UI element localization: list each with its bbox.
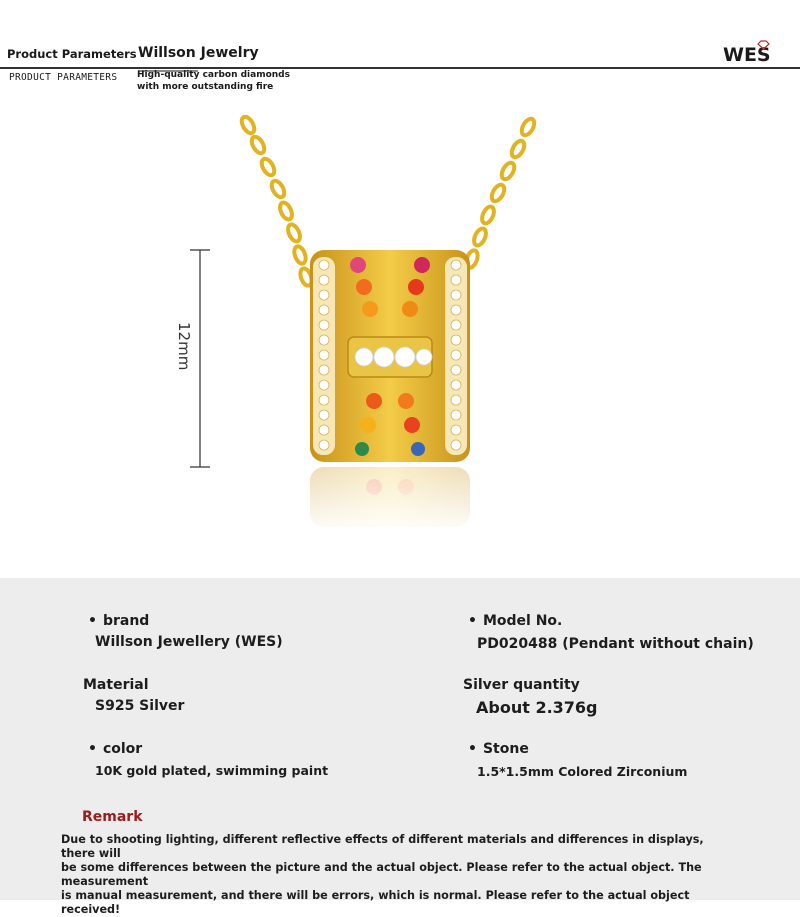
material-value: S925 Silver — [95, 698, 185, 714]
product-parameters-label: Product Parameters — [7, 47, 137, 61]
tagline — [137, 69, 290, 93]
model-value: PD020488 (Pendant without chain) — [477, 636, 754, 652]
product-parameters-upper: PRODUCT PARAMETERS — [9, 72, 118, 83]
brand-value: Willson Jewellery (WES) — [95, 634, 283, 650]
silver-quantity-value: About 2.376g — [476, 698, 598, 717]
remark-line-3: is manual measurement, and there will be errors, which is normal. Please refer to the actual object received! — [61, 889, 690, 916]
tagline-line-1: High-quality carbon diamonds — [137, 70, 290, 80]
color-label: • color — [88, 741, 142, 757]
material-label: Material — [83, 677, 149, 693]
pendant — [310, 250, 470, 462]
remark-line-1: Due to shooting lighting, different reflective effects of different materials and differences in displays, there will — [61, 833, 704, 860]
remark-title: Remark — [82, 809, 143, 825]
dimension-label: 12mm — [175, 322, 193, 371]
header-divider — [0, 67, 800, 69]
dimension-line — [190, 250, 210, 467]
silver-quantity-label: Silver quantity — [463, 677, 580, 693]
stone-value: 1.5*1.5mm Colored Zirconium — [477, 764, 688, 779]
brand-title: Willson Jewelry — [138, 45, 259, 61]
color-value: 10K gold plated, swimming paint — [95, 763, 329, 778]
tagline-line-2: with more outstanding fire — [137, 82, 274, 92]
stone-label: • Stone — [468, 741, 529, 757]
chain-left — [239, 115, 314, 287]
logo-text: WES — [723, 44, 771, 66]
model-label: • Model No. — [468, 613, 562, 629]
chain-right — [464, 117, 537, 269]
remark-text — [61, 833, 741, 917]
remark-line-2: be some differences between the picture and the actual object. Please refer to the actual object. The measurement — [61, 861, 702, 888]
product-photo — [160, 115, 640, 575]
brand-label: • brand — [88, 613, 149, 629]
wes-logo — [722, 40, 778, 66]
